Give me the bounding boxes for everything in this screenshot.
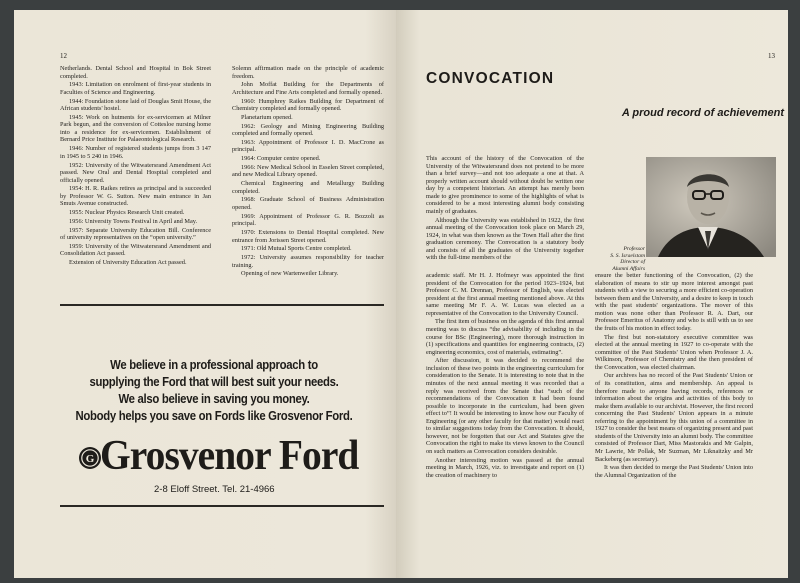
paragraph: 1971: Old Mutual Sports Centre completed. <box>241 245 352 253</box>
article-column-2 <box>595 272 753 481</box>
ad-slogan-line-4: Nobody helps you save on Fords like Grosvenor Ford. <box>75 408 353 423</box>
paragraph: 1962: Geology and Mining Engineering Building completed and formally opened. <box>232 122 384 138</box>
paragraph: 1969: Appointment of Professor G. R. Bozzoli as principal. <box>232 212 384 228</box>
paragraph: 1952: University of the Witwatersrand Amendment Act passed. New Oral and Dental Hospital completed and officially opened. <box>60 161 211 184</box>
paragraph: 1966: New Medical School in Esselen Street completed, and new Medical Library opened. <box>232 163 384 179</box>
history-column-1 <box>60 65 211 268</box>
paragraph: 1968: Graduate School of Business Administration opened. <box>232 196 384 211</box>
paragraph: 1963: Appointment of Professor I. D. MacCrone as principal. <box>232 138 384 154</box>
ad-address: 2-8 Eloff Street. Tel. 21-4966 <box>154 484 275 495</box>
grosvenor-logo-icon <box>78 446 102 470</box>
article-title: CONVOCATION <box>426 70 555 87</box>
ad-slogan-line-1: We believe in a professional approach to <box>110 357 318 372</box>
paragraph: This account of the history of the Convocation of the University of the Witwatersrand does not pretend to be more than a brief survey—and not too adequate a one at that. A properly written account should without doubt be written one day by a competent historian. An attempt has merely been made to give prominence to some of the highlights of what is considered to be a most interesting alumni body consisting mainly of graduates. <box>426 155 584 215</box>
history-column-2 <box>232 65 384 279</box>
paragraph: academic staff. Mr H. J. Hofmeyr was appointed the first president of the Convocation for the period 1923–1924, but Professor C. M. Drennan, Professor of English, was elected president at the first annual meeting mentioned above. At this same meeting Mr F. A. W. Lucas was elected as a representative of the Convocation to the University Council. <box>426 272 584 317</box>
paragraph: 1960: Humphrey Raikes Building for Department of Chemistry completed and formally opened. <box>232 97 384 113</box>
paragraph: 1945: Work on hutments for ex-servicemen at Milner Park begun, and the conversion of Cottesloe nursing home into a residence for ex-servicemen. Establishment of Bernard Price Institute for Palaeontological Research. <box>60 113 211 144</box>
ad-slogan-line-2: supplying the Ford that will best suit your needs. <box>89 374 339 389</box>
ad-top-rule <box>60 304 384 306</box>
ad-bottom-rule <box>60 505 384 507</box>
paragraph: 1972: University assumes responsibility for teacher training. <box>232 254 384 269</box>
left-page <box>14 10 396 578</box>
paragraph: 1956: University Towns Festival in April and May. <box>69 217 198 225</box>
paragraph: 1944: Foundation stone laid of Douglas Smit House, the African students' hostel. <box>60 97 211 113</box>
paragraph: 1964: Computer centre opened. <box>241 155 321 163</box>
paragraph: 1957: Separate University Education Bill. Conference of university representatives on the “open university.” <box>60 226 211 242</box>
ad-brand-name: Grosvenor Ford <box>100 433 359 479</box>
paragraph: 1955: Nuclear Physics Research Unit created. <box>69 209 185 217</box>
right-page <box>396 10 788 578</box>
page-number-left: 12 <box>60 52 67 60</box>
svg-text:G: G <box>85 453 95 465</box>
paragraph: It was then decided to merge the Past Students' Union into the Alumnal Organization of the <box>595 464 753 479</box>
portrait-caption: Professor S. S. Israelstam Director of Alumni Affairs <box>610 246 645 272</box>
ad-brand-row <box>78 433 368 482</box>
article-column-1 <box>426 272 584 481</box>
paragraph: 1946: Number of registered students jumps from 3 147 in 1945 to 5 240 in 1946. <box>60 145 211 160</box>
paragraph: John Moffat Building for the Departments of Architecture and Fine Arts completed and formally opened. <box>232 81 384 96</box>
paragraph: The first but non-statutory executive committee was elected at the annual meeting in 1927 to co-operate with the committee of the Past Students' Union when Professor J. A. Wilkinson, Professor of Chemistry and the then president of the Convocation, was elected chairman. <box>595 333 753 371</box>
paragraph: The first item of business on the agenda of this first annual meeting was to discuss “the advisability of including in the course for BSc (Engineering), more thorough instruction in (1) specifications and quantities for engineering contracts, (2) engineering economics, cost of materials, estimating”. <box>426 318 584 356</box>
paragraph: 1954: H. R. Raikes retires as principal and is succeeded by Professor W. G. Sutton. New main entrance in Jan Smuts Avenue constructed. <box>60 185 211 208</box>
page-number-right: 13 <box>768 52 775 60</box>
paragraph: Our archives has no record of the Past Students' Union or of its constitution, aims and membership. An appeal is therefore made to anyone having records, references or information about the origins and activities of this body to make them available to our archivist. However, the first record concerning the Past Students' Union appears in a minute referring to the appointment by this union of a committee in 1927 to consider the best means of organizing present and past students of the University into an alumni body. The committee consisted of Professor Dart, Miss Mastorakis and Mr Galpin, Mr Lawrie, Mr Pollak, Mr Suzman, Mr Liknaitzky and Mr Backeberg (as secretary). <box>595 372 753 463</box>
paragraph: Planetarium opened. <box>241 113 293 121</box>
paragraph: 1970: Extensions to Dental Hospital completed. New entrance from Jorissen Street opened. <box>232 229 384 244</box>
article-subtitle: A proud record of achievement <box>621 107 784 119</box>
paragraph: ensure the better functioning of the Convocation, (2) the elaboration of means to stir up more interest amongst past students with a view to securing a more efficient co-operation between them and the University, and a desire to keep in touch with the past students' organizations. The mover of this motion was none other than Professor R. A. Dart, our Professor Emeritus of Anatomy and who is still with us to see the fruits of his motion in effect today. <box>595 272 754 332</box>
paragraph: After discussion, it was decided to recommend the inclusion of these two points in the engineering curriculum for consideration to the Senate. It is interesting to note that in the minutes of the next annual meeting it was recorded that a reply was received from the Senate that “such of the recommendations of the Convocation it had been found possible to incorporate in the curriculum, had been given effect to”! It would be interesting to know how our Faculty of Engineering (or any other faculty for that matter) would react to similar suggestions today from the Convocation. It should, however, not be forgotten that our Act and Statutes give the Convocation the right to make its views known to the Council on such matters as Convocation considers desirable. <box>426 357 584 455</box>
paragraph: 1959: University of the Witwatersrand Amendment and Consolidation Act passed. <box>60 242 211 258</box>
paragraph: Opening of new Wartenweiler Library. <box>241 270 339 278</box>
paragraph: Although the University was established in 1922, the first annual meeting of the Convocation took place on March 29, 1924, in what was then known as the Town Hall after the first graduation ceremony. The Convocation is a statutory body and consists of all the graduates of the University together with the full-time members of the <box>426 216 584 262</box>
paragraph: Solemn affirmation made on the principle of academic freedom. <box>232 65 384 80</box>
portrait-photo <box>646 157 776 257</box>
paragraph: Netherlands. Dental School and Hospital in Bok Street completed. <box>60 65 211 80</box>
ad-slogan-line-3: We also believe in saving you money. <box>118 391 310 406</box>
paragraph: 1943: Limitation on enrolment of first-year students in Faculties of Science and Engineering. <box>60 81 211 96</box>
article-column-1-top <box>426 155 584 263</box>
grosvenor-ford-ad <box>44 356 384 424</box>
paragraph: Extension of University Education Act passed. <box>69 259 187 267</box>
paragraph: Another interesting motion was passed at the annual meeting in March, 1926, viz. to investigate and report on (1) the creation of machinery to <box>426 456 584 479</box>
paragraph: Chemical Engineering and Metallurgy Building completed. <box>232 180 384 195</box>
